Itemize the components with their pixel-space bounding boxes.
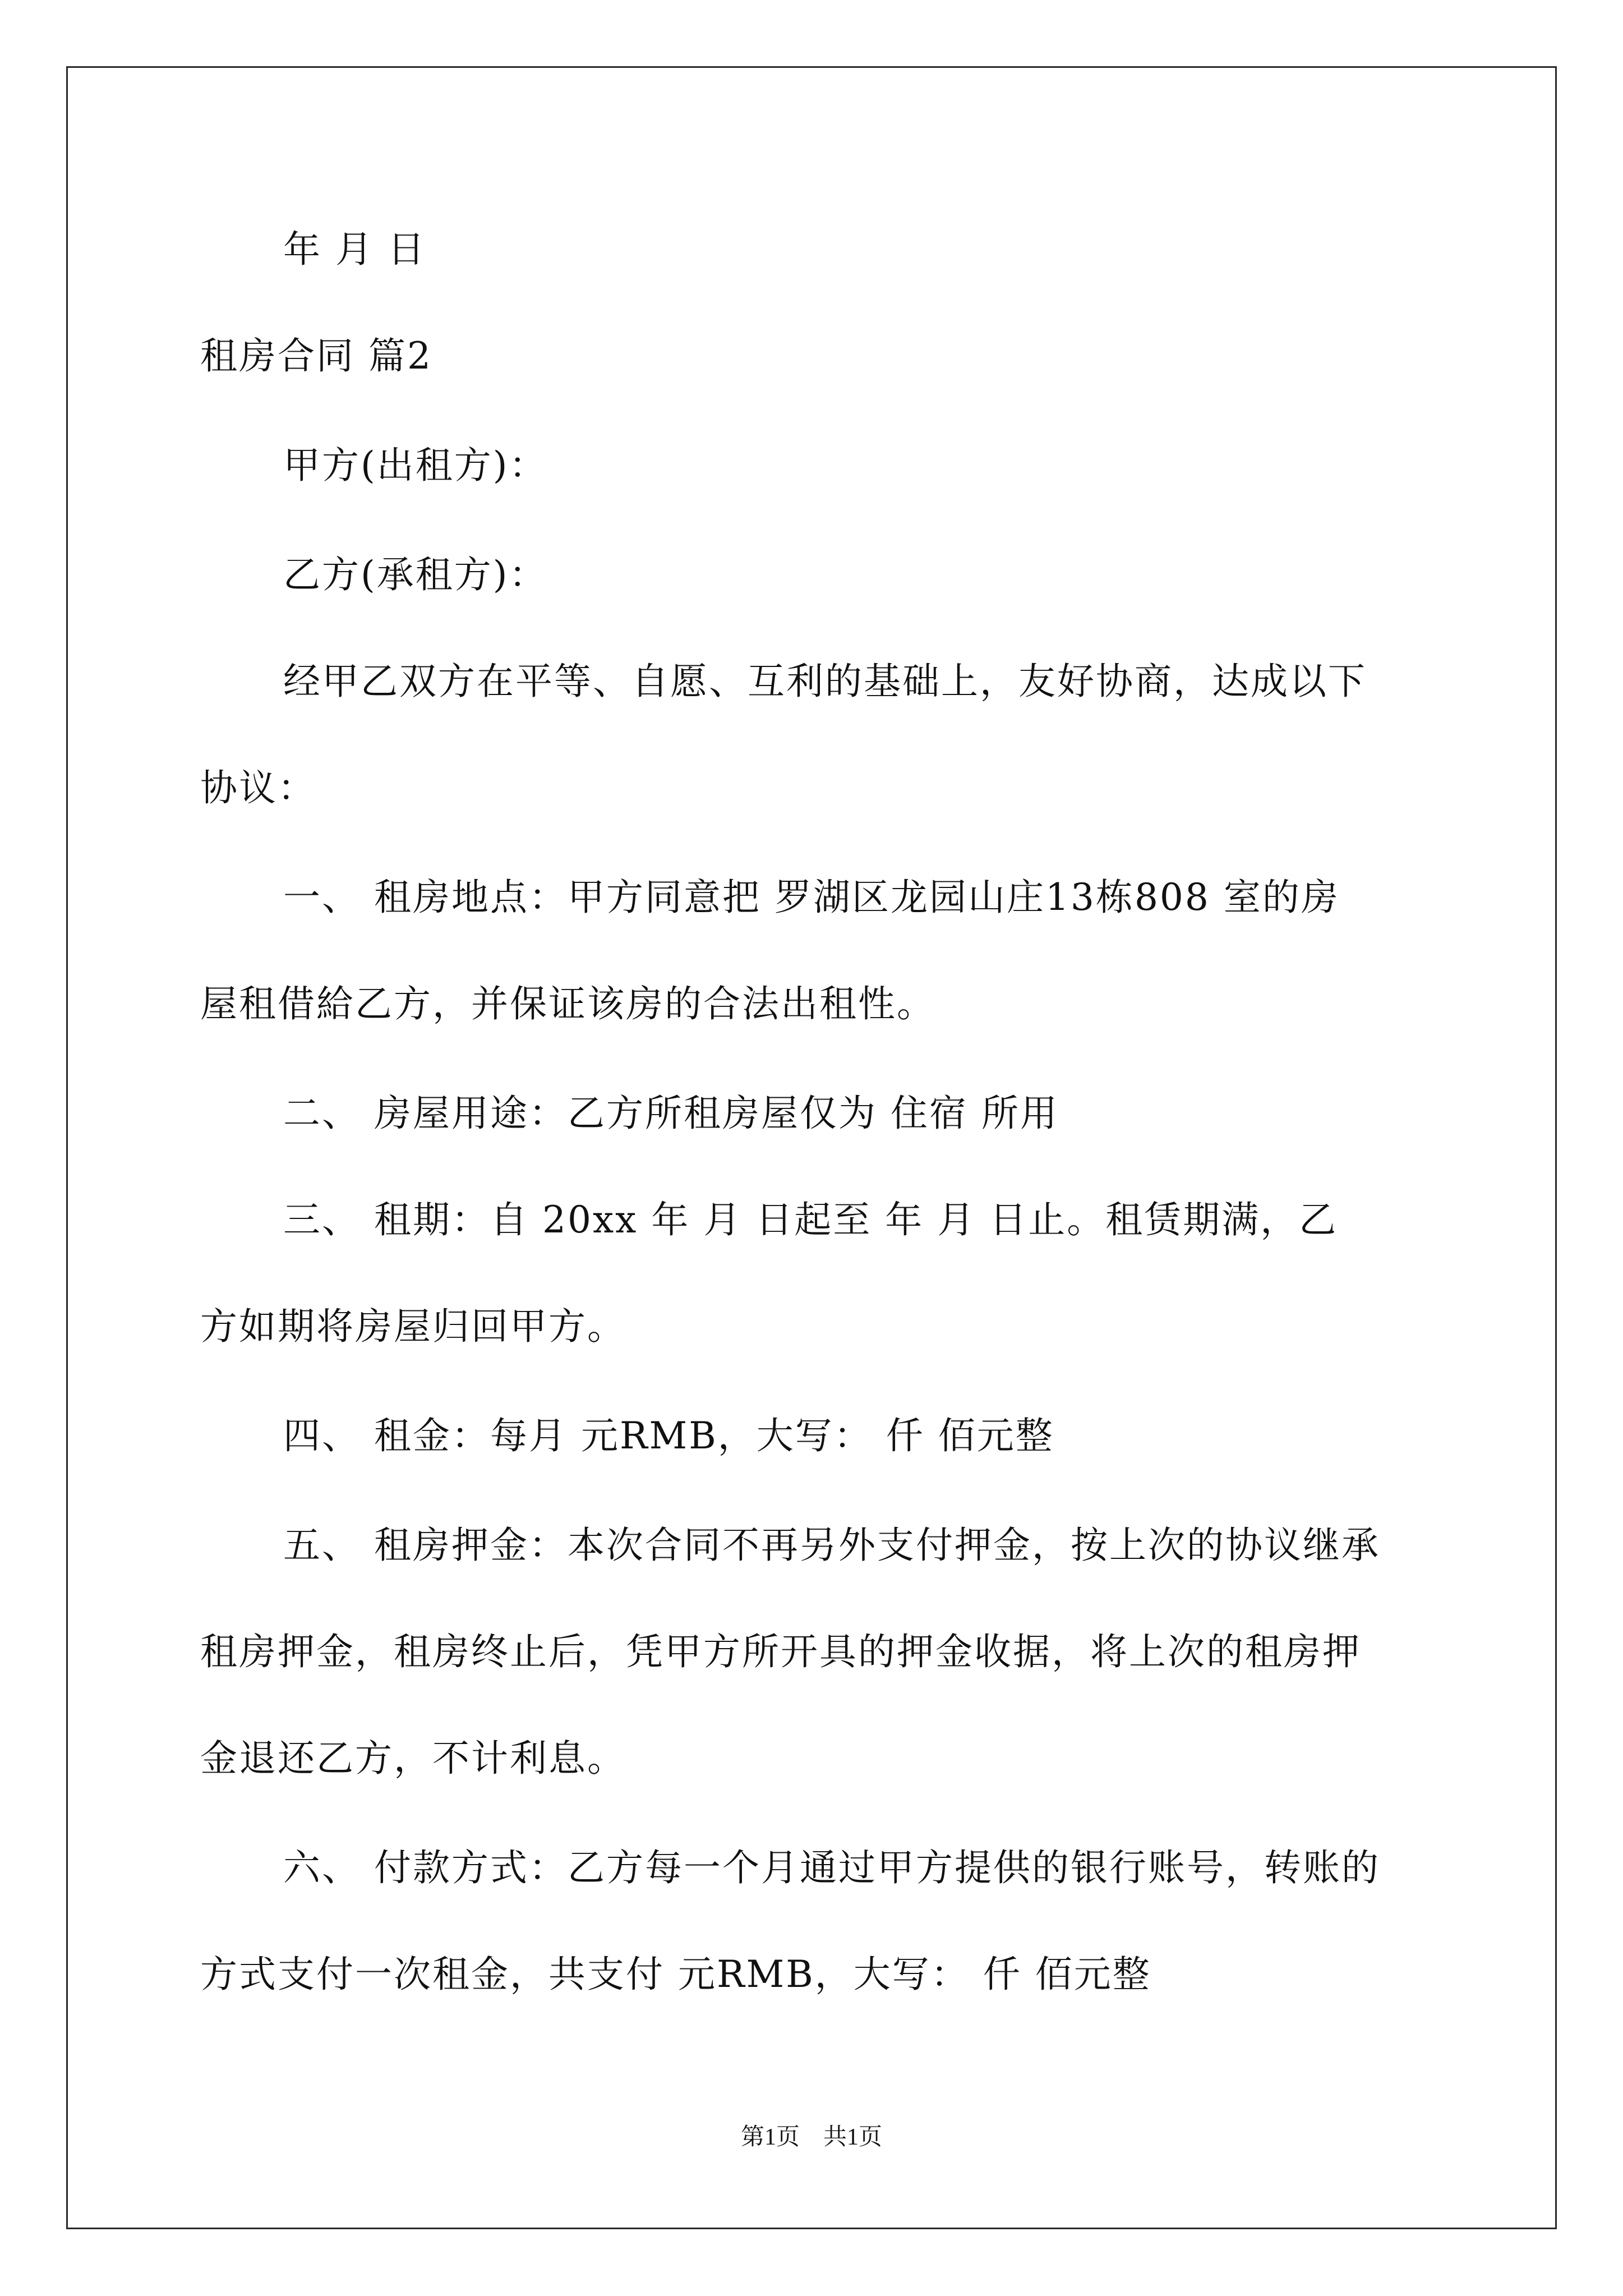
clause-4-line: 四、 租金：每月 元RMB，大写： 仟 佰元整 (283, 1414, 1054, 1457)
preamble-line-2: 协议： (200, 766, 316, 809)
preamble-line-1: 经甲乙双方在平等、自愿、互利的基础上，友好协商，达成以下 (283, 660, 1367, 703)
party-a-line: 甲方(出租方)： (283, 444, 548, 487)
clause-1-line-2: 屋租借給乙方，并保证该房的合法出租性。 (200, 982, 935, 1025)
clause-2-line: 二、 房屋用途：乙方所租房屋仅为 住宿 所用 (283, 1092, 1059, 1135)
party-b-line: 乙方(承租方)： (283, 553, 548, 596)
clause-6-line-2: 方式支付一次租金，共支付 元RMB，大写： 仟 佰元整 (200, 1953, 1151, 1996)
clause-1-line-1: 一、 租房地点：甲方同意把 罗湖区龙园山庄13栋808 室的房 (283, 876, 1340, 919)
clause-5-line-2: 租房押金，租房终止后，凭甲方所开具的押金收据，将上次的租房押 (200, 1630, 1361, 1673)
clause-6-line-1: 六、 付款方式：乙方每一个月通过甲方提供的银行账号，转账的 (283, 1846, 1380, 1889)
page-footer: 第1页 共1页 (740, 2124, 882, 2150)
clause-3-line-1: 三、 租期：自 20xx 年 月 日起至 年 月 日止。租赁期满，乙 (283, 1198, 1338, 1241)
date-line: 年 月 日 (283, 228, 426, 271)
clause-3-line-2: 方如期将房屋归回甲方。 (200, 1305, 626, 1348)
page-border (66, 66, 1557, 2229)
contract-title: 租房合同 篇2 (200, 334, 432, 378)
clause-5-line-1: 五、 租房押金：本次合同不再另外支付押金，按上次的协议继承 (283, 1524, 1380, 1567)
clause-5-line-3: 金退还乙方，不计利息。 (200, 1737, 626, 1780)
